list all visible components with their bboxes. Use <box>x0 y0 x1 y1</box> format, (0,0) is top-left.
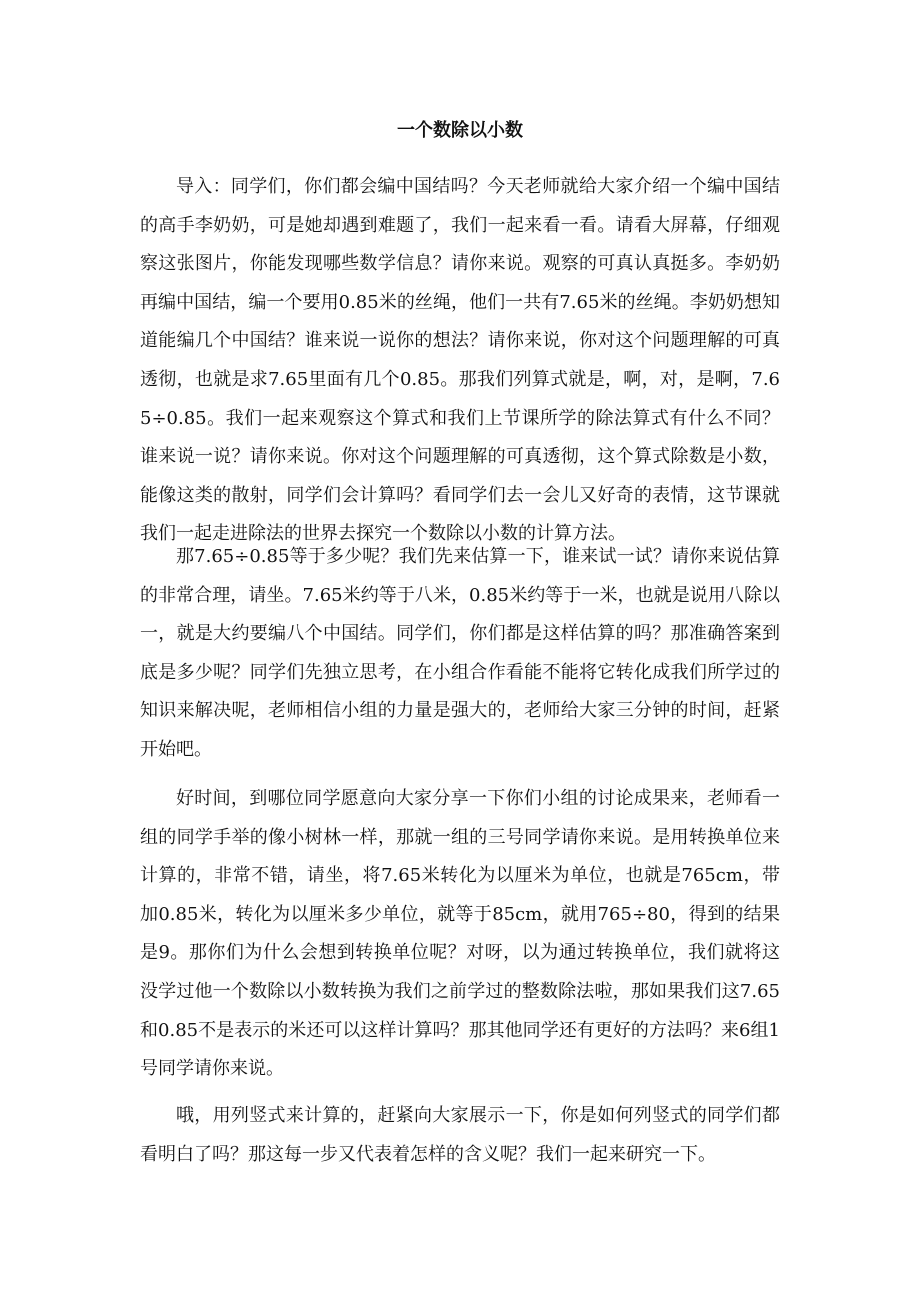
document-title: 一个数除以小数 <box>397 120 523 141</box>
paragraph-introduction: 导入：同学们，你们都会编中国结吗？今天老师就给大家介绍一个编中国结的高手李奶奶，可是她却遇到难题了，我们一起来看一看。请看大屏幕，仔细观察这张图片，你能发现哪些数学信息？请你来说。观察的可真认真挺多。李奶奶再编中国结，编一个要用0.85米的丝绳，他们一共有7.65米的丝绳。李奶奶想知道能编几个中国结？谁来说一说你的想法？请你来说，你对这个问题理解的可真透彻，也就是求7.65里面有几个0.85。那我们列算式就是，啊，对，是啊，7.65÷0.85。我们一起来观察这个算式和我们上节课所学的除法算式有什么不同？谁来说一说？请你来说。你对这个问题理解的可真透彻，这个算式除数是小数，能像这类的散射，同学们会计算吗？看同学们去一会儿又好奇的表情，这节课就我们一起走进除法的世界去探究一个数除以小数的计算方法。 <box>140 176 780 545</box>
paragraph-vertical-division: 哦，用列竖式来计算的，赶紧向大家展示一下，你是如何列竖式的同学们都看明白了吗？那这每一步又代表着怎样的含义呢？我们一起来研究一下。 <box>140 1105 780 1165</box>
paragraph-estimation: 那7.65÷0.85等于多少呢？我们先来估算一下，谁来试一试？请你来说估算的非常合理，请坐。7.65米约等于八米，0.85米约等于一米，也就是说用八除以一，就是大约要编八个中国结。同学们，你们都是这样估算的吗？那准确答案到底是多少呢？同学们先独立思考，在小组合作看能不能将它转化成我们所学过的知识来解决呢，老师相信小组的力量是强大的，老师给大家三分钟的时间，赶紧开始吧。 <box>140 546 780 760</box>
paragraph-unit-conversion: 好时间，到哪位同学愿意向大家分享一下你们小组的讨论成果来，老师看一组的同学手举的像小树林一样，那就一组的三号同学请你来说。是用转换单位来计算的，非常不错，请坐，将7.65米转化为以厘米为单位，也就是765cm，带加0.85米，转化为以厘米多少单位，就等于85cm，就用765÷80，得到的结果是9。那你们为什么会想到转换单位呢？对呀，以为通过转换单位，我们就将这没学过他一个数除以小数转换为我们之前学过的整数除法啦，那如果我们这7.65和0.85不是表示的米还可以这样计算吗？那其他同学还有更好的方法吗？来6组1号同学请你来说。 <box>140 788 780 1080</box>
